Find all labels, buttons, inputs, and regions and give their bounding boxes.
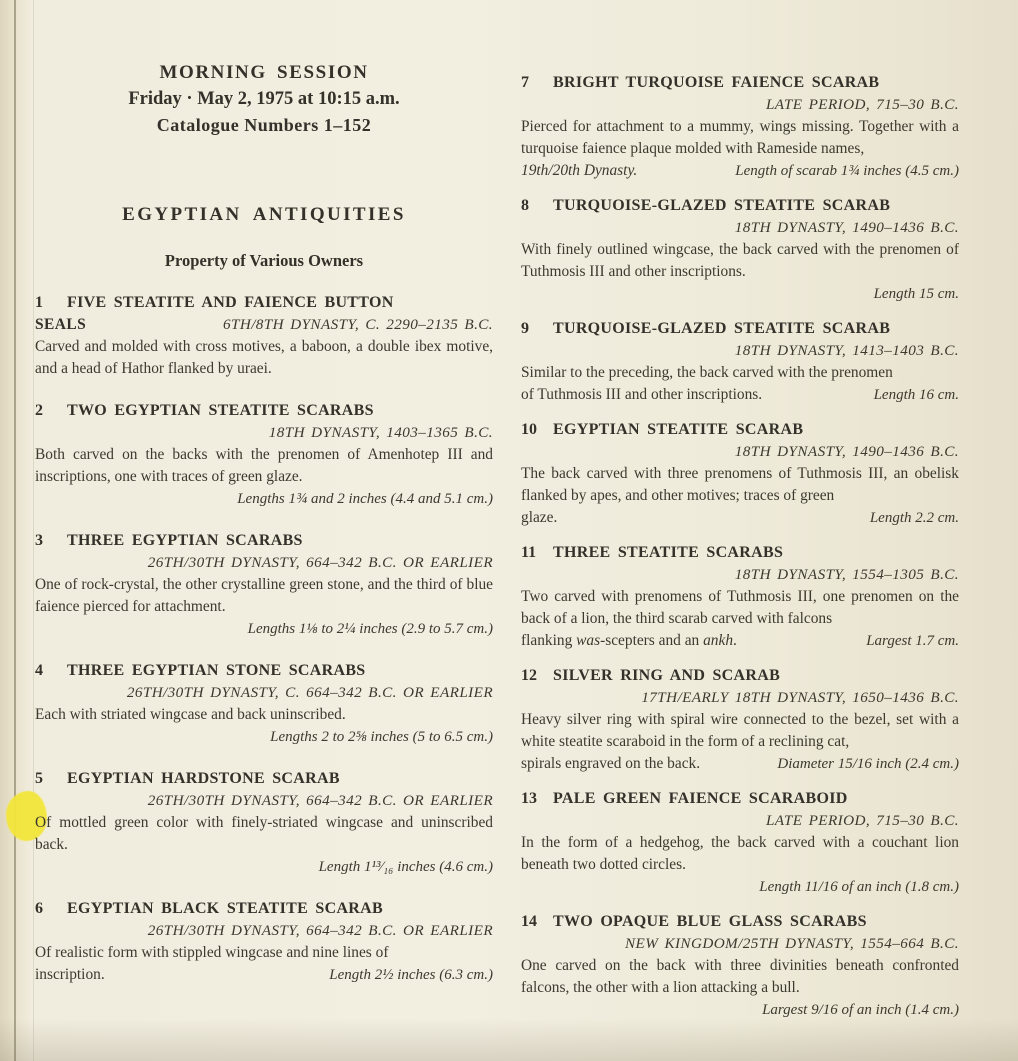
lot-dynasty: 26TH/30TH DYNASTY, 664–342 B.C. OR EARLIER bbox=[147, 922, 493, 939]
lot-number: 2 bbox=[35, 402, 43, 419]
lot-description: Carved and molded with cross motives, a baboon, a double ibex motive, and a head of Hathor flanked by uraei. bbox=[35, 338, 493, 377]
lot-number: 9 bbox=[521, 320, 529, 337]
lot-number: 13 bbox=[521, 790, 537, 807]
lot-description-tail: inscription. bbox=[35, 966, 105, 983]
section-title: EGYPTIAN ANTIQUITIES bbox=[122, 204, 406, 225]
lot-measurement: Lengths 1⅛ to 2¼ inches (2.9 to 5.7 cm.) bbox=[247, 621, 493, 637]
lot-dynasty: LATE PERIOD, 715–30 B.C. bbox=[765, 812, 959, 829]
lot-title: PALE GREEN FAIENCE SCARABOID bbox=[553, 790, 848, 807]
lot-entry-9 bbox=[521, 318, 959, 406]
lot-entry-1 bbox=[35, 292, 493, 380]
lot-number: 11 bbox=[521, 544, 537, 561]
lot-description: In the form of a hedgehog, the back carved with a couchant lion beneath two dotted circles. bbox=[521, 834, 959, 873]
right-column bbox=[521, 60, 959, 1034]
lot-number: 14 bbox=[521, 913, 537, 930]
lot-dynasty: 26TH/30TH DYNASTY, C. 664–342 B.C. OR EARLIER bbox=[126, 684, 493, 701]
lot-title: SILVER RING AND SCARAB bbox=[553, 667, 781, 684]
lot-number: 3 bbox=[35, 532, 43, 549]
lot-title: FIVE STEATITE AND FAIENCE BUTTON bbox=[67, 294, 394, 311]
session-date: Friday · May 2, 1975 at 10:15 a.m. bbox=[128, 89, 400, 109]
lot-number: 4 bbox=[35, 662, 43, 679]
lot-entry-4 bbox=[35, 660, 493, 748]
lot-measurement: Length 16 cm. bbox=[873, 387, 959, 403]
lot-entry-2 bbox=[35, 400, 493, 510]
lot-title: BRIGHT TURQUOISE FAIENCE SCARAB bbox=[553, 74, 880, 91]
lot-title: THREE EGYPTIAN STONE SCARABS bbox=[67, 662, 366, 679]
lot-dynasty: 18TH DYNASTY, 1403–1365 B.C. bbox=[268, 424, 493, 441]
lot-entry-5 bbox=[35, 768, 493, 878]
lot-description: One of rock-crystal, the other crystalline green stone, and the third of blue faience pierced for attachment. bbox=[35, 576, 493, 615]
lot-measurement: Diameter 15/16 inch (2.4 cm.) bbox=[777, 756, 959, 772]
lot-measurement: Lengths 1¾ and 2 inches (4.4 and 5.1 cm.) bbox=[237, 491, 493, 507]
page-gutter-line-faint bbox=[33, 0, 34, 1061]
lot-measurement: Length 2½ inches (6.3 cm.) bbox=[329, 967, 493, 983]
left-lot-list bbox=[35, 292, 493, 986]
lot-description-tail: spirals engraved on the back. bbox=[521, 755, 701, 772]
lot-entry-7 bbox=[521, 72, 959, 182]
lot-description: Each with striated wingcase and back uninscribed. bbox=[35, 706, 346, 723]
lot-dynasty: 18TH DYNASTY, 1490–1436 B.C. bbox=[734, 219, 959, 236]
lot-dynasty: 18TH DYNASTY, 1490–1436 B.C. bbox=[734, 443, 959, 460]
session-title: MORNING SESSION bbox=[159, 62, 369, 83]
lot-title-continued: SEALS bbox=[35, 316, 87, 333]
lot-entry-11 bbox=[521, 542, 959, 652]
lot-dynasty: 6TH/8TH DYNASTY, C. 2290–2135 B.C. bbox=[222, 316, 493, 333]
lot-number: 7 bbox=[521, 74, 529, 91]
lot-number: 10 bbox=[521, 421, 537, 438]
lot-dynasty: 17TH/EARLY 18TH DYNASTY, 1650–1436 B.C. bbox=[641, 689, 959, 706]
lot-entry-3 bbox=[35, 530, 493, 640]
lot-description: The back carved with three prenomens of Tuthmosis III, an obelisk flanked by apes, and other motives; traces of green bbox=[521, 465, 959, 504]
lot-description: Similar to the preceding, the back carved with the prenomen bbox=[521, 364, 893, 381]
lot-dynasty: 26TH/30TH DYNASTY, 664–342 B.C. OR EARLIER bbox=[147, 792, 493, 809]
lot-description: With finely outlined wingcase, the back carved with the prenomen of Tuthmosis III and other inscriptions. bbox=[521, 241, 959, 280]
lot-title: TURQUOISE-GLAZED STEATITE SCARAB bbox=[553, 320, 891, 337]
lot-title: EGYPTIAN BLACK STEATITE SCARAB bbox=[67, 900, 383, 917]
lot-number: 6 bbox=[35, 900, 43, 917]
lot-measurement: Length 1¹³⁄₁₆ inches (4.6 cm.) bbox=[318, 859, 493, 875]
lot-description: One carved on the back with three divinities beneath confronted falcons, the other with a lion attacking a bull. bbox=[521, 957, 959, 996]
lot-measurement: Length of scarab 1¾ inches (4.5 cm.) bbox=[735, 163, 959, 179]
lot-measurement: Largest 9/16 of an inch (1.4 cm.) bbox=[762, 1002, 959, 1018]
lot-description: Of realistic form with stippled wingcase and nine lines of bbox=[35, 944, 389, 961]
lot-description-tail: glaze. bbox=[521, 509, 558, 526]
catalogue-numbers: Catalogue Numbers 1–152 bbox=[156, 115, 372, 135]
lot-number: 8 bbox=[521, 197, 529, 214]
lot-measurement: Length 15 cm. bbox=[873, 286, 959, 302]
lot-description: Of mottled green color with finely-striated wingcase and uninscribed back. bbox=[35, 814, 493, 853]
lot-description-tail: flanking was-scepters and an ankh. bbox=[521, 632, 737, 649]
lot-dynasty: 26TH/30TH DYNASTY, 664–342 B.C. OR EARLIER bbox=[147, 554, 493, 571]
lot-measurement: Largest 1.7 cm. bbox=[866, 633, 959, 649]
session-header bbox=[35, 60, 493, 138]
lot-dynasty: NEW KINGDOM/25TH DYNASTY, 1554–664 B.C. bbox=[624, 935, 959, 952]
left-column bbox=[35, 60, 493, 1006]
lot-dynasty: 18TH DYNASTY, 1554–1305 B.C. bbox=[734, 566, 959, 583]
lot-description-tail: 19th/20th Dynasty. bbox=[521, 162, 638, 179]
lot-entry-14 bbox=[521, 911, 959, 1021]
property-line: Property of Various Owners bbox=[164, 251, 364, 270]
lot-entry-12 bbox=[521, 665, 959, 775]
lot-dynasty: LATE PERIOD, 715–30 B.C. bbox=[765, 96, 959, 113]
lot-description: Pierced for attachment to a mummy, wings missing. Together with a turquoise faience plaque molded with Rameside names, bbox=[521, 118, 959, 157]
lot-number: 5 bbox=[35, 770, 43, 787]
lot-description-tail: of Tuthmosis III and other inscriptions. bbox=[521, 386, 763, 403]
lot-description: Both carved on the backs with the prenomen of Amenhotep III and inscriptions, one with traces of green glaze. bbox=[35, 446, 493, 485]
lot-title: THREE STEATITE SCARABS bbox=[553, 544, 784, 561]
lot-title: EGYPTIAN HARDSTONE SCARAB bbox=[67, 770, 340, 787]
lot-number: 1 bbox=[35, 294, 43, 311]
lot-entry-6 bbox=[35, 898, 493, 986]
lot-measurement: Length 11/16 of an inch (1.8 cm.) bbox=[759, 879, 959, 895]
lot-entry-8 bbox=[521, 195, 959, 305]
page-gutter-line bbox=[14, 0, 16, 1061]
lot-entry-13 bbox=[521, 788, 959, 898]
lot-measurement: Lengths 2 to 2⅝ inches (5 to 6.5 cm.) bbox=[270, 729, 493, 745]
lot-description: Heavy silver ring with spiral wire connected to the bezel, set with a white steatite scaraboid in the form of a reclining cat, bbox=[521, 711, 959, 750]
lot-title: THREE EGYPTIAN SCARABS bbox=[67, 532, 303, 549]
lot-description: Two carved with prenomens of Tuthmosis III, one prenomen on the back of a lion, the third scarab carved with falcons bbox=[521, 588, 959, 627]
lot-title: EGYPTIAN STEATITE SCARAB bbox=[553, 421, 804, 438]
lot-title: TWO EGYPTIAN STEATITE SCARABS bbox=[67, 402, 374, 419]
lot-dynasty: 18TH DYNASTY, 1413–1403 B.C. bbox=[734, 342, 959, 359]
lot-entry-10 bbox=[521, 419, 959, 529]
lot-measurement: Length 2.2 cm. bbox=[869, 510, 959, 526]
lot-title: TWO OPAQUE BLUE GLASS SCARABS bbox=[553, 913, 867, 930]
lot-title: TURQUOISE-GLAZED STEATITE SCARAB bbox=[553, 197, 891, 214]
lot-number: 12 bbox=[521, 667, 537, 684]
